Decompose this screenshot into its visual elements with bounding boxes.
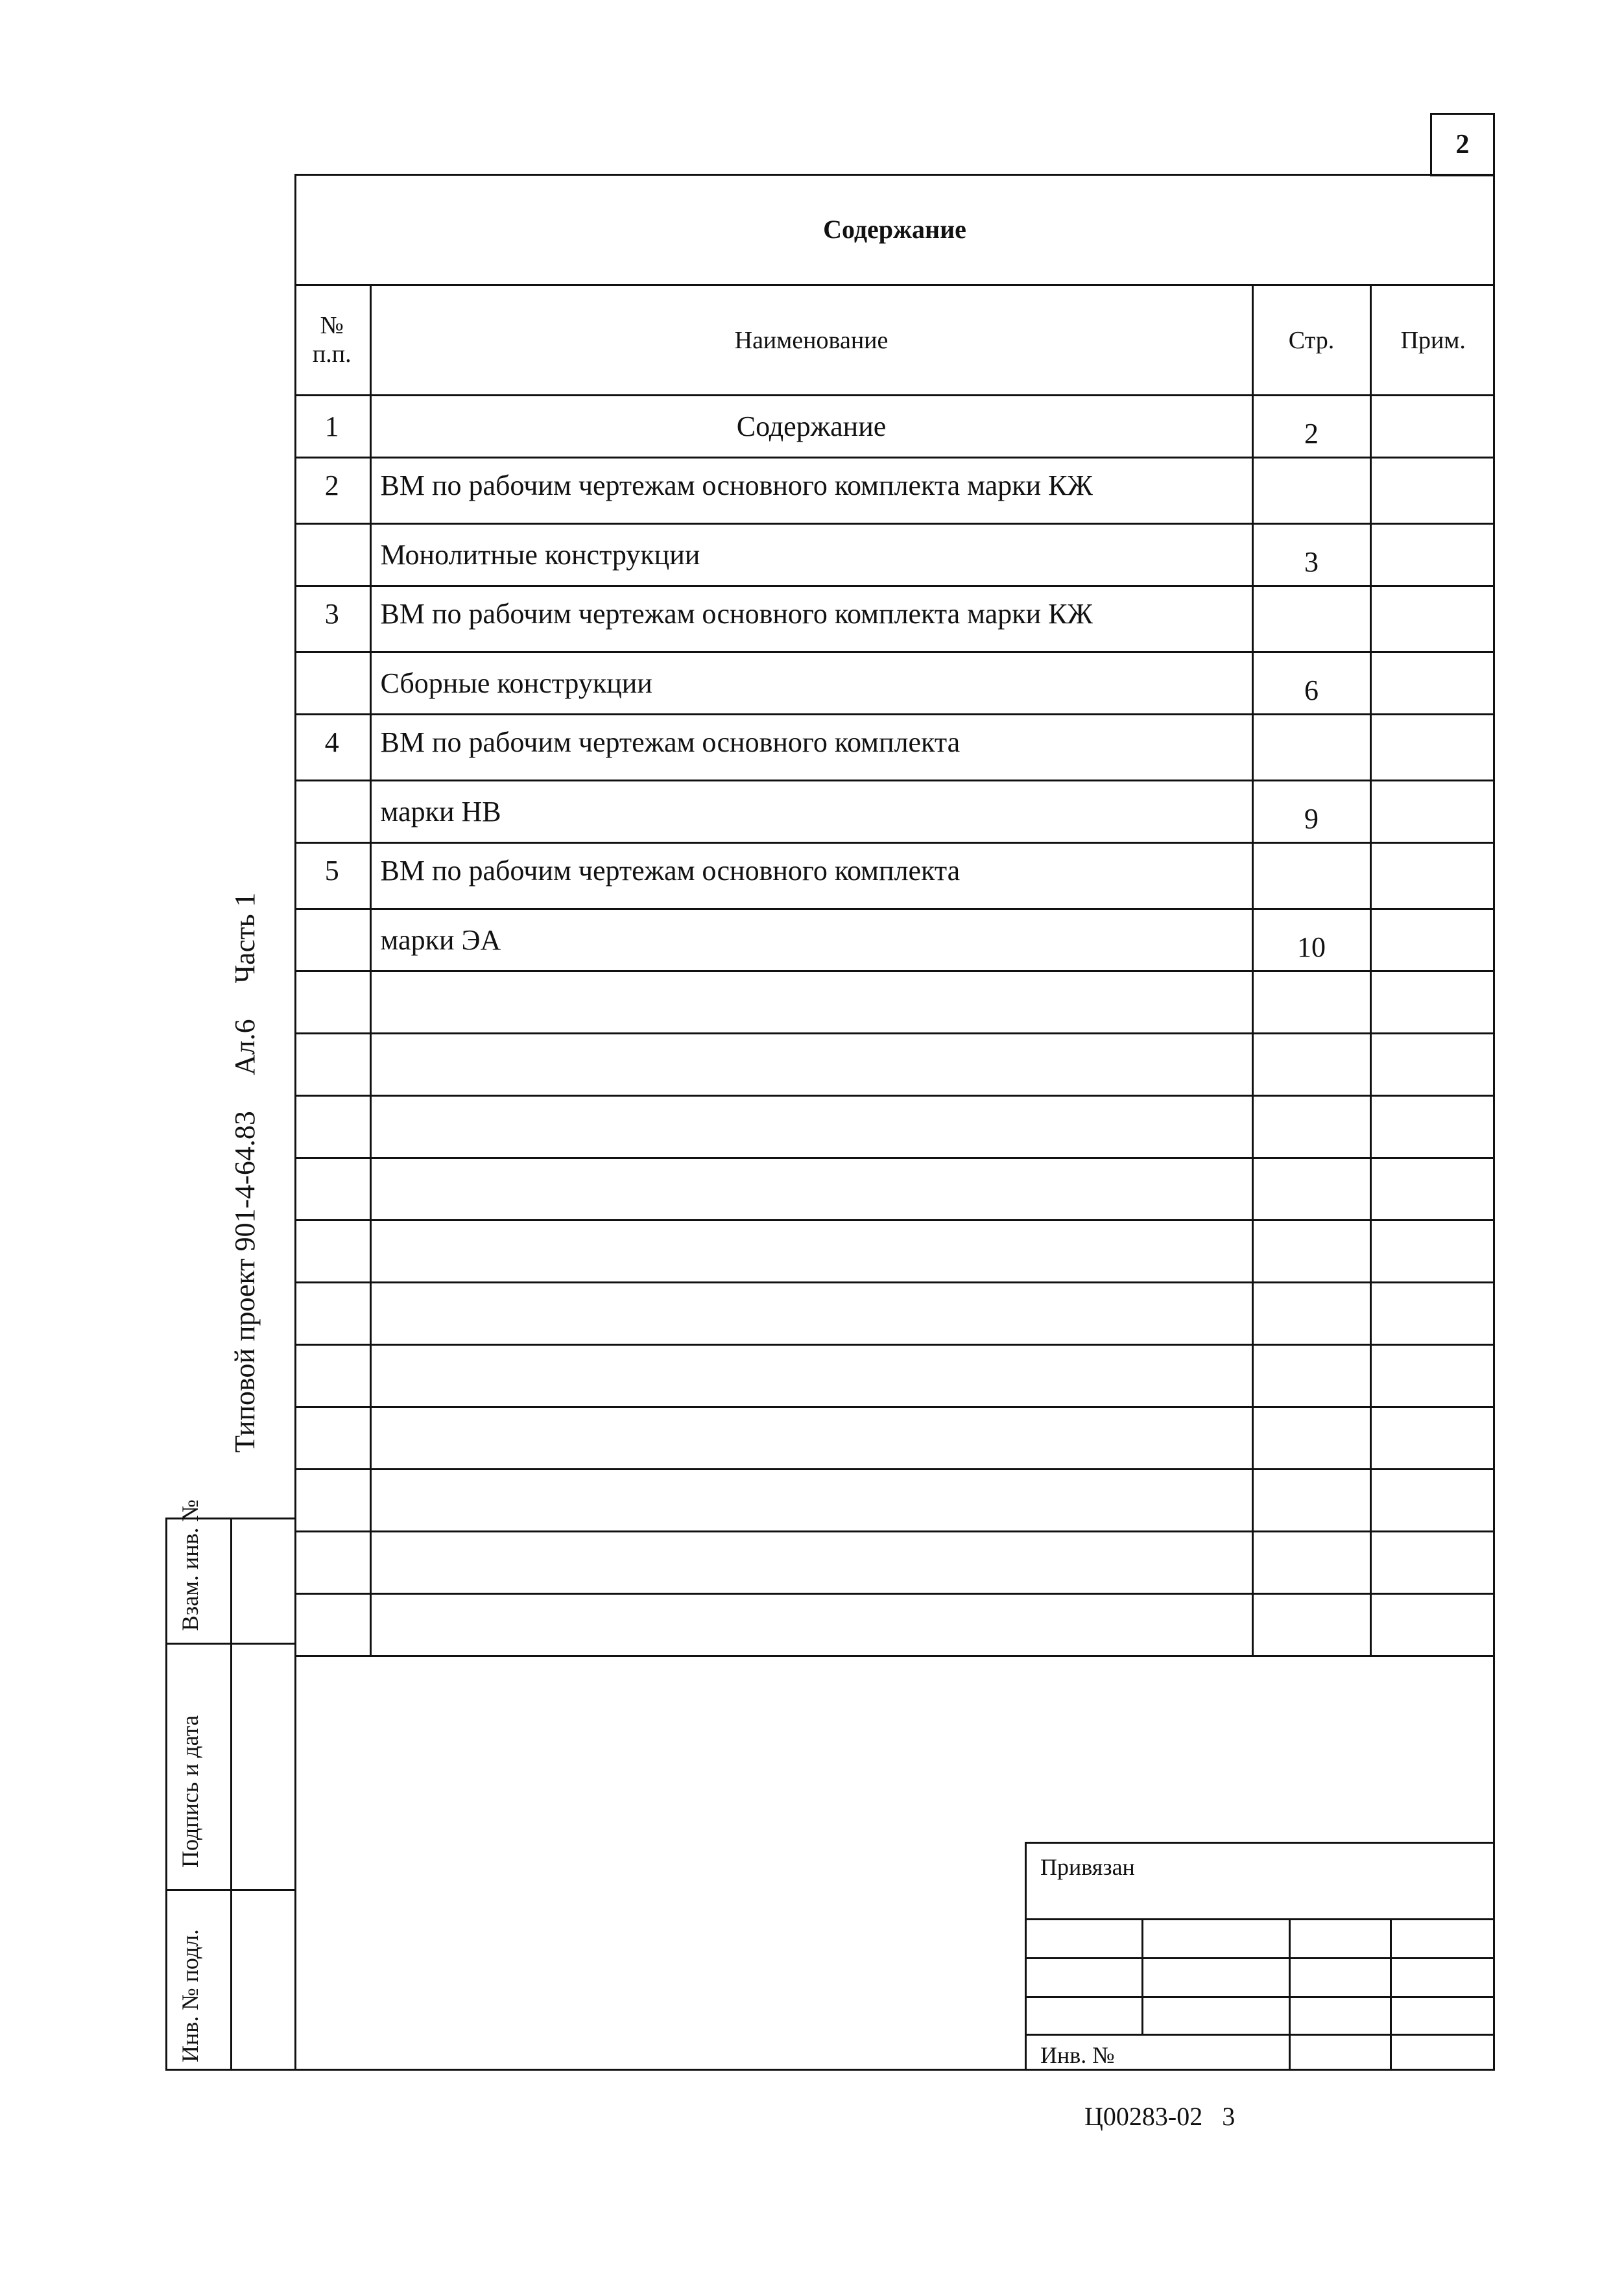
row-page (1252, 715, 1370, 781)
table-row (294, 586, 1495, 652)
row-note (1370, 1407, 1495, 1470)
row-page: 9 (1252, 781, 1370, 843)
row-num (294, 1034, 370, 1096)
document-code (1084, 2101, 1235, 2132)
row-note (1370, 1532, 1495, 1594)
table-row (294, 1594, 1495, 1656)
row-page: 10 (1252, 909, 1370, 971)
row-page (1252, 1283, 1370, 1345)
row-page: 6 (1252, 652, 1370, 715)
row-num (294, 1158, 370, 1220)
row-name (370, 1220, 1252, 1283)
row-num (294, 1532, 370, 1594)
row-note (1370, 524, 1495, 586)
header-num-line2: п.п. (312, 340, 352, 368)
row-note (1370, 971, 1495, 1034)
row-name (370, 1470, 1252, 1532)
row-name (370, 1158, 1252, 1220)
row-name (370, 1594, 1252, 1656)
row-note (1370, 1220, 1495, 1283)
row-num (294, 1096, 370, 1158)
row-note (1370, 1283, 1495, 1345)
row-page (1252, 586, 1370, 652)
row-num (294, 652, 370, 715)
row-page (1252, 843, 1370, 909)
row-note (1370, 843, 1495, 909)
row-note (1370, 1345, 1495, 1407)
binding-label: Привязан (1040, 1854, 1135, 1880)
row-note (1370, 909, 1495, 971)
row-name (370, 1407, 1252, 1470)
row-page: 3 (1252, 524, 1370, 586)
table-row (294, 458, 1495, 524)
row-note (1370, 586, 1495, 652)
row-page (1252, 1034, 1370, 1096)
row-num (294, 781, 370, 843)
table-row (294, 1345, 1495, 1407)
row-page (1252, 1158, 1370, 1220)
row-note (1370, 1158, 1495, 1220)
row-name (370, 1532, 1252, 1594)
header-num (294, 285, 370, 396)
side-album: Ал.6 (229, 1019, 261, 1076)
row-num: 2 (294, 458, 370, 524)
row-note (1370, 396, 1495, 458)
row-num (294, 971, 370, 1034)
row-num: 1 (294, 396, 370, 458)
side-project-title (228, 892, 261, 1453)
stamp-line-2 (165, 1889, 295, 1891)
contents-table (294, 284, 1495, 1657)
row-name: ВМ по рабочим чертежам основного комплекта марки КЖ (370, 586, 1252, 652)
stamp-inv-orig: Инв. № подл. (177, 1929, 203, 2062)
row-note (1370, 458, 1495, 524)
row-page (1252, 1594, 1370, 1656)
stamp-line-1 (165, 1643, 295, 1645)
sheet-number: 2 (1430, 113, 1495, 176)
row-note (1370, 781, 1495, 843)
binding-vline-2 (1289, 1918, 1291, 2071)
binding-vline-1 (1141, 1918, 1143, 2034)
row-name (370, 1034, 1252, 1096)
row-num (294, 524, 370, 586)
table-row (294, 524, 1495, 586)
row-num (294, 1594, 370, 1656)
binding-line-1 (1025, 1918, 1495, 1920)
doc-code-text: Ц00283-02 (1084, 2102, 1203, 2131)
row-page (1252, 1532, 1370, 1594)
binding-vline-3 (1390, 1918, 1392, 2071)
header-num-line1: № (320, 311, 344, 339)
binding-inv-label: Инв. № (1040, 2042, 1115, 2068)
row-page (1252, 1220, 1370, 1283)
table-row (294, 1220, 1495, 1283)
table-row (294, 1096, 1495, 1158)
document-title: Содержание (823, 214, 966, 244)
row-name (370, 1283, 1252, 1345)
table-row (294, 909, 1495, 971)
row-name (370, 971, 1252, 1034)
row-name (370, 1096, 1252, 1158)
row-note (1370, 715, 1495, 781)
row-note (1370, 1470, 1495, 1532)
stamp-divider (230, 1518, 232, 2071)
header-page: Стр. (1252, 285, 1370, 396)
row-num: 5 (294, 843, 370, 909)
row-note (1370, 1594, 1495, 1656)
row-name: марки ЭА (370, 909, 1252, 971)
table-row (294, 1470, 1495, 1532)
stamp-sign-date: Подпись и дата (177, 1715, 203, 1868)
row-page (1252, 458, 1370, 524)
row-num: 4 (294, 715, 370, 781)
table-row (294, 1283, 1495, 1345)
header-note: Прим. (1370, 285, 1495, 396)
row-num (294, 1470, 370, 1532)
row-num (294, 1283, 370, 1345)
page-number: 3 (1222, 2102, 1236, 2131)
table-row (294, 843, 1495, 909)
table-row (294, 652, 1495, 715)
side-project: Типовой проект 901-4-64.83 (229, 1111, 261, 1453)
table-row (294, 1158, 1495, 1220)
table-row (294, 1407, 1495, 1470)
binding-line-4 (1025, 2034, 1495, 2036)
row-page (1252, 971, 1370, 1034)
binding-line-3 (1025, 1996, 1495, 1998)
row-name: ВМ по рабочим чертежам основного комплекта (370, 715, 1252, 781)
row-num (294, 909, 370, 971)
row-num (294, 1407, 370, 1470)
row-name (370, 1345, 1252, 1407)
row-page (1252, 1096, 1370, 1158)
stamp-replace-inv: Взам. инв. № (177, 1499, 203, 1631)
row-name: марки НВ (370, 781, 1252, 843)
table-header-row (294, 285, 1495, 396)
table-row (294, 1532, 1495, 1594)
row-num (294, 1345, 370, 1407)
row-page (1252, 1345, 1370, 1407)
row-name: Сборные конструкции (370, 652, 1252, 715)
row-num (294, 1220, 370, 1283)
row-name: Содержание (370, 396, 1252, 458)
row-name: ВМ по рабочим чертежам основного комплекта марки КЖ (370, 458, 1252, 524)
table-row (294, 781, 1495, 843)
row-page (1252, 1407, 1370, 1470)
side-part: Часть 1 (229, 892, 261, 984)
row-page: 2 (1252, 396, 1370, 458)
table-row (294, 715, 1495, 781)
table-row (294, 396, 1495, 458)
row-note (1370, 1034, 1495, 1096)
table-row (294, 971, 1495, 1034)
binding-line-2 (1025, 1957, 1495, 1959)
row-page (1252, 1470, 1370, 1532)
row-note (1370, 1096, 1495, 1158)
table-row (294, 1034, 1495, 1096)
row-num: 3 (294, 586, 370, 652)
row-note (1370, 652, 1495, 715)
row-name: Монолитные конструкции (370, 524, 1252, 586)
header-name: Наименование (370, 285, 1252, 396)
row-name: ВМ по рабочим чертежам основного комплекта (370, 843, 1252, 909)
